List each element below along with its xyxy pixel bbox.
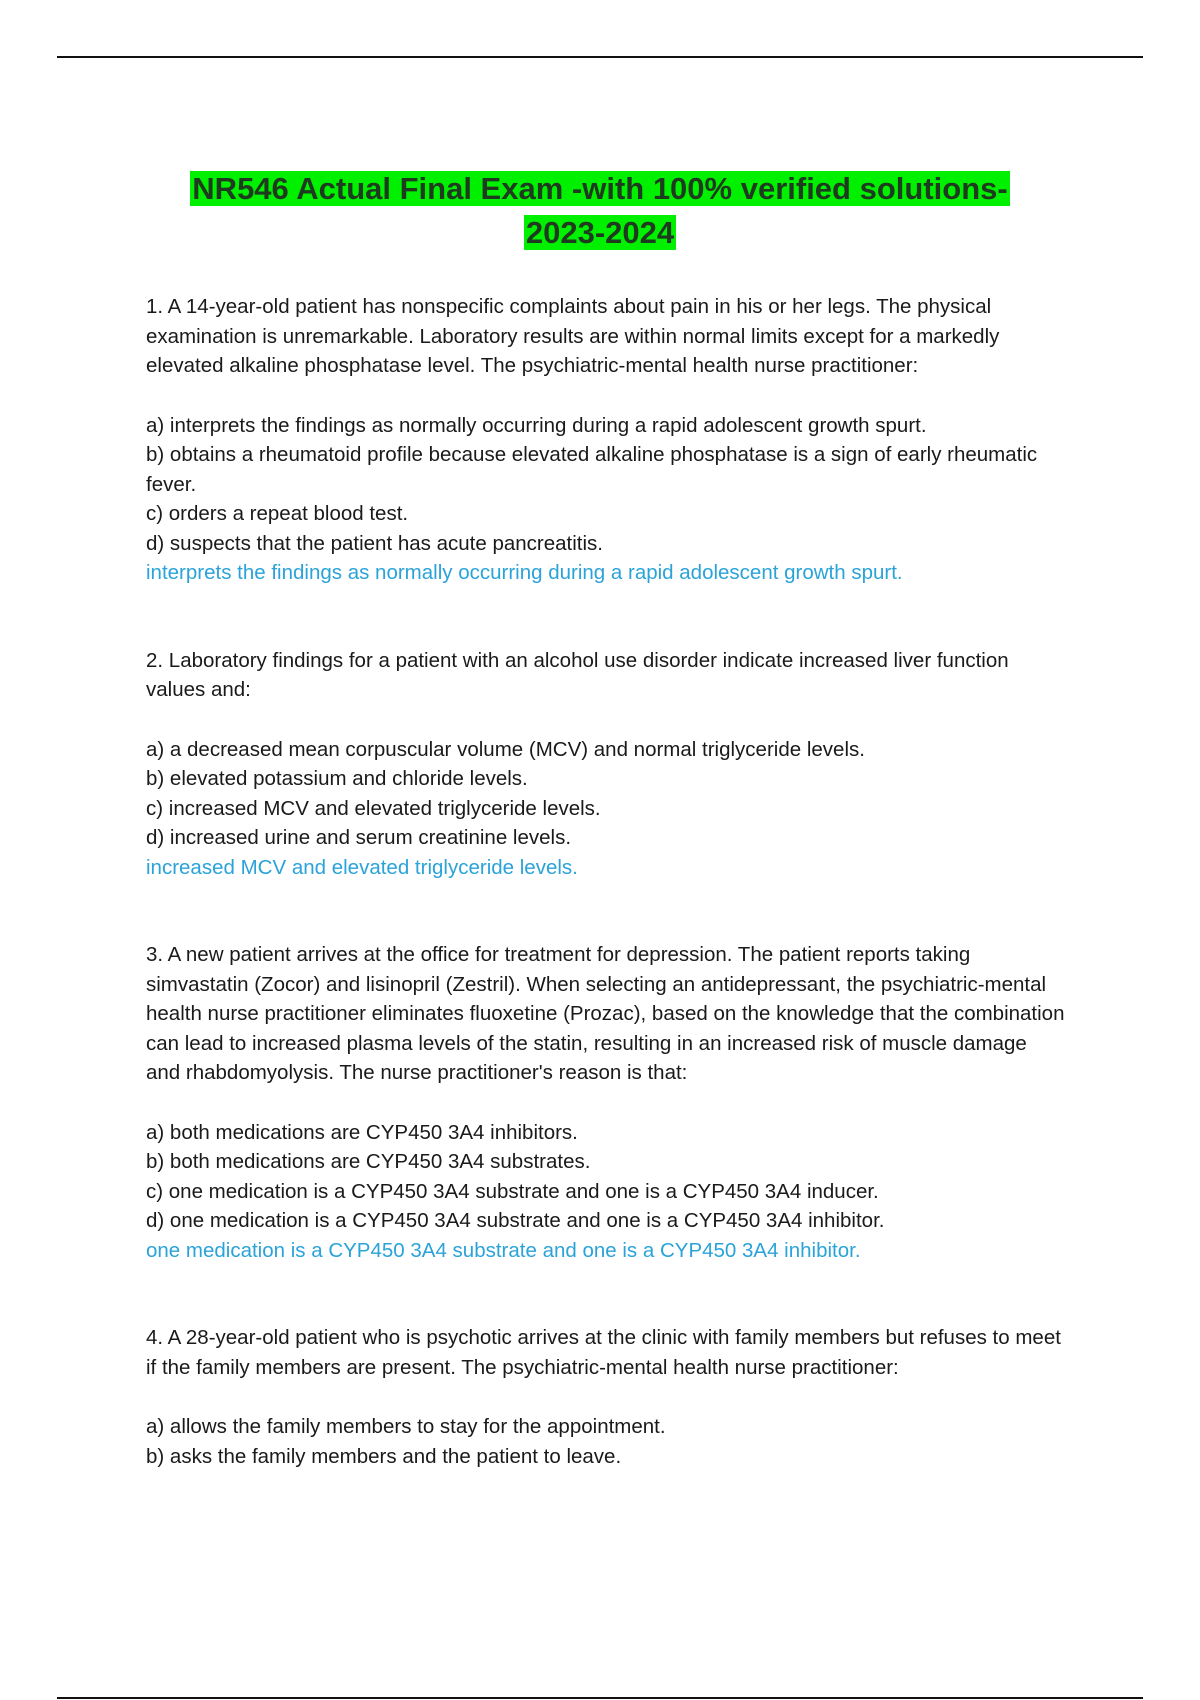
option-b: b) elevated potassium and chloride levels.: [146, 767, 528, 790]
option-b: b) asks the family members and the patient to leave.: [146, 1444, 622, 1468]
title-line-1: NR546 Actual Final Exam -with 100% verified solutions-: [192, 170, 1008, 206]
correct-answer: increased MCV and elevated triglyceride levels.: [146, 855, 578, 879]
option-list: [146, 411, 1066, 559]
question-stem: 3. A new patient arrives at the office for treatment for depression. The patient reports taking simvastatin (Zocor) and lisinopril (Zestril). When selecting an antidepressant, the psychiatric-mental health nurse practitioner eliminates fluoxetine (Prozac), based on the knowledge that the combination can lead to increased plasma levels of the statin, resulting in an increased risk of muscle damage and rhabdomyolysis. The nurse practitioner's reason is that:: [146, 943, 1065, 1084]
option-d: d) one medication is a CYP450 3A4 substrate and one is a CYP450 3A4 inhibitor.: [146, 1209, 885, 1232]
option-c: c) one medication is a CYP450 3A4 substrate and one is a CYP450 3A4 inducer.: [146, 1179, 879, 1203]
option-d: d) suspects that the patient has acute pancreatitis.: [146, 531, 603, 555]
option-a: a) both medications are CYP450 3A4 inhibitors.: [146, 1120, 578, 1144]
question-3: [146, 940, 1066, 1265]
top-rule: [57, 56, 1143, 58]
question-2: [146, 646, 1066, 883]
question-stem: 2. Laboratory findings for a patient with an alcohol use disorder indicate increased liver function values and:: [146, 648, 1009, 701]
option-list: [146, 1118, 1066, 1236]
option-c: c) orders a repeat blood test.: [146, 502, 409, 525]
document-title: [0, 167, 1200, 255]
correct-answer: interprets the findings as normally occurring during a rapid adolescent growth spurt.: [146, 561, 903, 584]
option-d: d) increased urine and serum creatinine levels.: [146, 826, 572, 849]
bottom-rule: [57, 1697, 1143, 1699]
option-list: [146, 735, 1066, 853]
option-a: a) interprets the findings as normally occurring during a rapid adolescent growth spurt.: [146, 413, 927, 437]
correct-answer: one medication is a CYP450 3A4 substrate and one is a CYP450 3A4 inhibitor.: [146, 1238, 861, 1262]
option-b: b) both medications are CYP450 3A4 substrates.: [146, 1150, 591, 1173]
question-4: [146, 1323, 1066, 1471]
option-a: a) allows the family members to stay for the appointment.: [146, 1415, 666, 1438]
question-stem: 1. A 14-year-old patient has nonspecific complaints about pain in his or her legs. The physical examination is unremarkable. Laboratory results are within normal limits except for a markedly elevated alkaline phosphatase level. The psychiatric-mental health nurse practitioner:: [146, 295, 1000, 377]
option-b: b) obtains a rheumatoid profile because elevated alkaline phosphatase is a sign of early rheumatic fever.: [146, 443, 1038, 496]
option-c: c) increased MCV and elevated triglyceride levels.: [146, 796, 601, 820]
question-list: [146, 292, 1066, 1471]
option-a: a) a decreased mean corpuscular volume (MCV) and normal triglyceride levels.: [146, 737, 865, 761]
question-stem: 4. A 28-year-old patient who is psychotic arrives at the clinic with family members but refuses to meet if the family members are present. The psychiatric-mental health nurse practitioner:: [146, 1326, 1061, 1379]
question-1: [146, 292, 1066, 588]
option-list: [146, 1412, 1066, 1471]
title-line-2: 2023-2024: [525, 214, 675, 250]
